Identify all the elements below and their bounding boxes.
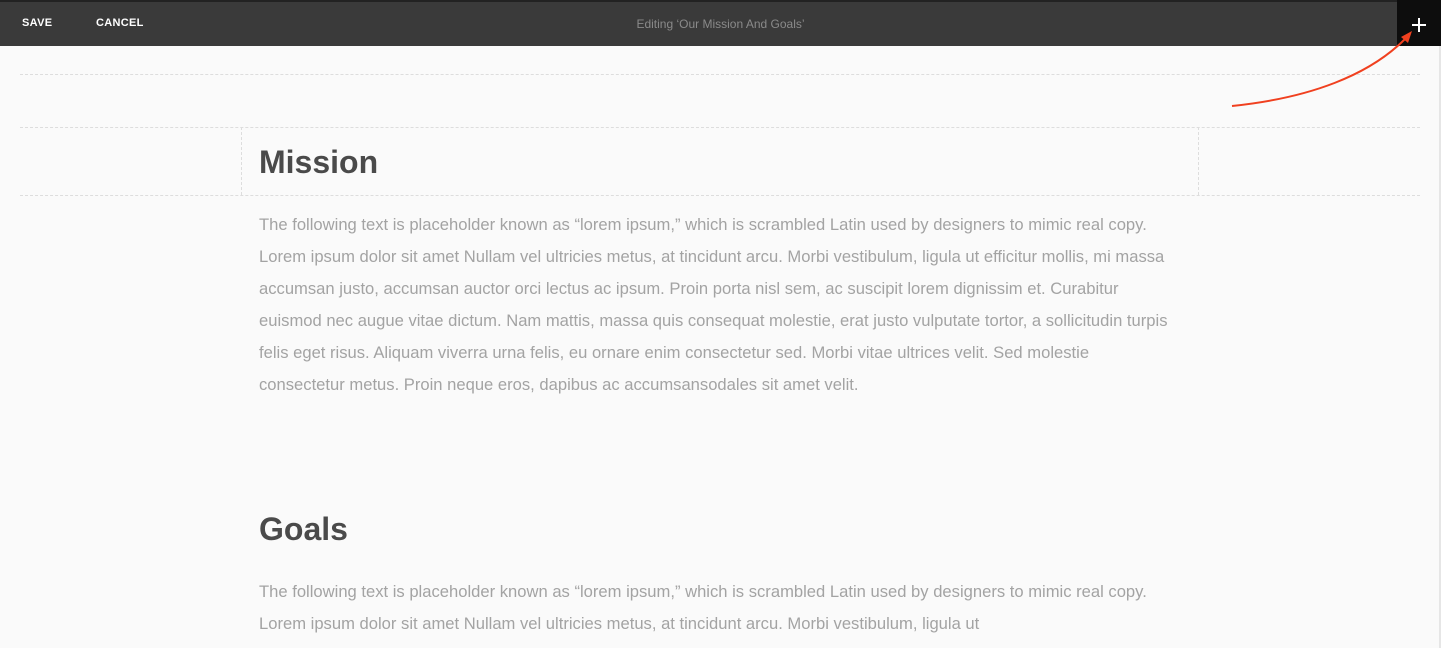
section-heading-goals[interactable]: Goals [259, 511, 348, 547]
block-guide-line [20, 74, 1420, 75]
cancel-button[interactable]: CANCEL [96, 17, 144, 29]
section-heading-mission[interactable]: Mission [259, 144, 379, 180]
save-button[interactable]: SAVE [22, 17, 53, 29]
block-guide-line [241, 127, 242, 195]
block-guide-line [20, 127, 1420, 128]
block-guide-line [20, 195, 1420, 196]
section-body-goals[interactable]: The following text is placeholder known as “lorem ipsum,” which is scrambled Latin used by designers to mimic real copy. Lorem ipsum dolor sit amet Nullam vel ultricies metus, at tincidunt arcu. Morbi vestibulum, ligula ut [259, 582, 1147, 633]
editor-toolbar [0, 0, 1441, 46]
add-block-button[interactable] [1397, 0, 1441, 46]
editing-title: Editing ‘Our Mission And Goals’ [636, 17, 805, 31]
section-body-mission[interactable]: The following text is placeholder known as “lorem ipsum,” which is scrambled Latin used by designers to mimic real copy. Lorem ipsum dolor sit amet Nullam vel ultricies metus, at tincidunt arcu. Morbi vestibulum, ligula ut efficitur mollis, mi massa accumsan justo, accumsan auctor orci lectus ac ipsum. Proin porta nisl sem, ac suscipit lorem dignissim et. Curabitur euismod nec augue vitae dictum. Nam mattis, massa quis consequat molestie, erat justo vulputate tortor, a sollicitudin turpis felis eget risus. Aliquam viverra urna felis, eu ornare enim consectetur sed. Morbi vitae ultrices velit. Sed molestie consectetur metus. Proin neque eros, dapibus ac accumsansodales sit amet velit. [259, 215, 1168, 394]
block-guide-line [1198, 127, 1199, 195]
